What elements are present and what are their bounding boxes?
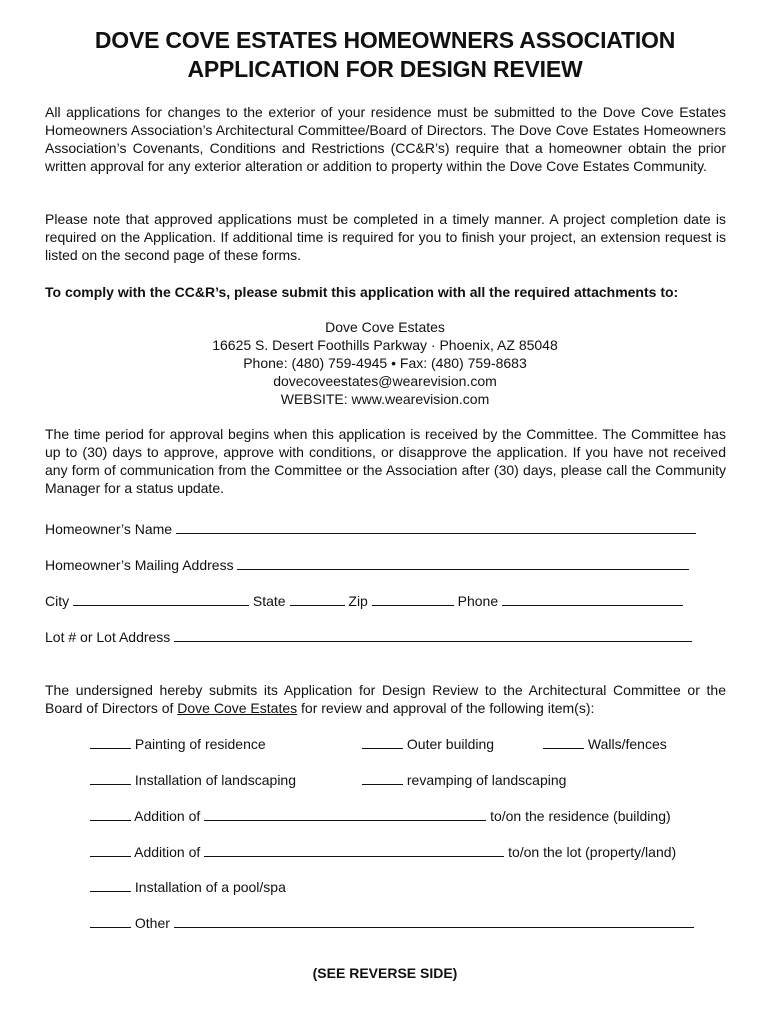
homeowner-name-field[interactable]: [176, 519, 696, 534]
phone-label: Phone: [457, 593, 499, 609]
lot-field[interactable]: [174, 627, 692, 642]
city-field[interactable]: [73, 591, 249, 606]
city-state-zip-phone-row: [45, 591, 683, 611]
addition-lot-suffix: to/on the lot (property/land): [508, 844, 677, 860]
see-reverse-side-note: (SEE REVERSE SIDE): [312, 965, 458, 981]
contact-email[interactable]: dovecoveestates@wearevision.com: [273, 373, 497, 389]
lot-row: [45, 627, 692, 647]
submission-statement: [45, 681, 726, 717]
mailing-address-label: Homeowner’s Mailing Address: [45, 557, 234, 573]
outer-building-checkbox-line[interactable]: [362, 734, 403, 749]
homeowner-name-label: Homeowner’s Name: [45, 521, 173, 537]
addition-residence-label: Addition of: [134, 808, 201, 824]
title-line-1: DOVE COVE ESTATES HOMEOWNERS ASSOCIATION: [94, 27, 676, 53]
item-walls: [543, 734, 667, 752]
addition-lot-checkbox-line[interactable]: [90, 842, 131, 857]
comply-instructions: To comply with the CC&R’s, please submit this application with all the required attachments to:: [45, 284, 679, 300]
addition-residence-suffix: to/on the residence (building): [490, 808, 671, 824]
timely-paragraph: Please note that approved applications must be completed in a timely manner. A project completion date is required on the Application. If additional time is required for you to finish your project, an extension request is listed on the second page of these forms.: [45, 211, 726, 263]
item-landscaping: [90, 770, 296, 788]
city-label: City: [45, 593, 70, 609]
submission-text-after: for review and approval of the following item(s):: [297, 700, 595, 716]
state-label: State: [252, 593, 286, 609]
contact-website[interactable]: WEBSITE: www.wearevision.com: [280, 391, 490, 407]
painting-checkbox-line[interactable]: [90, 734, 131, 749]
intro-paragraph: All applications for changes to the exterior of your residence must be submitted to the Dove Cove Estates Homeowners Association’s Architectural Committee/Board of Directors. The Dove Cove Estates Homeowners Association’s Covenants, Conditions and Restrictions (CC&R’s) require that a homeowner obtain the prior written approval for any exterior alteration or addition to property within the Dove Cove Estates Community.: [45, 104, 726, 174]
submission-text-before: The undersigned hereby submits its Application for Design Review to the Architectural Committee or the Board of Directors of: [45, 682, 726, 716]
outer-building-label: Outer building: [406, 736, 495, 752]
item-addition-residence: [90, 806, 671, 824]
title-line-2: APPLICATION FOR DESIGN REVIEW: [187, 56, 583, 82]
item-outer-building: [362, 734, 494, 752]
state-field[interactable]: [290, 591, 345, 606]
contact-name: Dove Cove Estates: [325, 319, 445, 335]
mailing-address-row: [45, 555, 689, 575]
mailing-address-field[interactable]: [237, 555, 689, 570]
revamping-checkbox-line[interactable]: [362, 770, 403, 785]
pool-checkbox-line[interactable]: [90, 877, 131, 892]
item-pool: [90, 877, 286, 895]
phone-field[interactable]: [502, 591, 683, 606]
contact-address: 16625 S. Desert Foothills Parkway · Phoenix, AZ 85048: [212, 337, 558, 353]
pool-label: Installation of a pool/spa: [134, 879, 286, 895]
zip-label: Zip: [348, 593, 368, 609]
revamping-label: revamping of landscaping: [406, 772, 567, 788]
painting-label: Painting of residence: [134, 736, 266, 752]
zip-field[interactable]: [372, 591, 454, 606]
lot-label: Lot # or Lot Address: [45, 629, 171, 645]
addition-lot-label: Addition of: [134, 844, 201, 860]
contact-phones: Phone: (480) 759-4945 • Fax: (480) 759-8683: [243, 355, 527, 371]
walls-checkbox-line[interactable]: [543, 734, 584, 749]
item-revamping: [362, 770, 566, 788]
landscaping-label: Installation of landscaping: [134, 772, 296, 788]
other-checkbox-line[interactable]: [90, 913, 131, 928]
item-addition-lot: [90, 842, 676, 860]
approval-period-paragraph: The time period for approval begins when this application is received by the Committee. The Committee has up to (30) days to approve, approve with conditions, or disapprove the application. If you have not received any form of communication from the Committee or the Association after (30) days, please call the Community Manager for a status update.: [45, 426, 726, 496]
addition-residence-field[interactable]: [204, 806, 486, 821]
homeowner-name-row: [45, 519, 696, 539]
association-name-link: Dove Cove Estates: [177, 700, 298, 716]
addition-lot-field[interactable]: [204, 842, 504, 857]
other-field[interactable]: [174, 913, 694, 928]
item-other: [90, 913, 694, 931]
walls-label: Walls/fences: [587, 736, 667, 752]
landscaping-checkbox-line[interactable]: [90, 770, 131, 785]
other-label: Other: [134, 915, 170, 931]
addition-residence-checkbox-line[interactable]: [90, 806, 131, 821]
item-painting: [90, 734, 266, 752]
